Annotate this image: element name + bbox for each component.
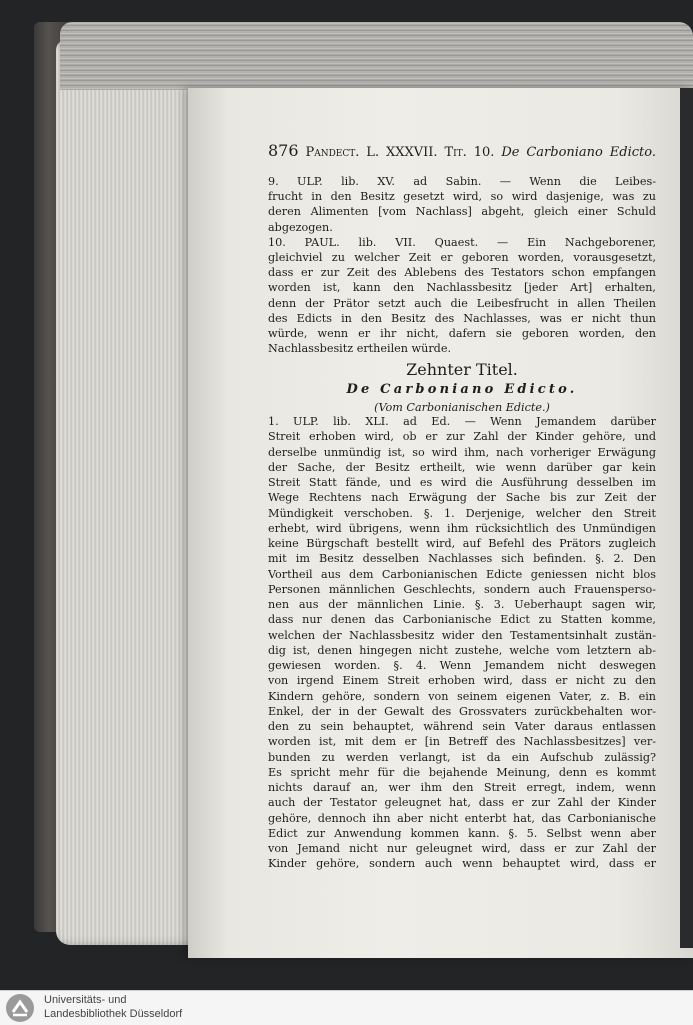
text-line: würde, wenn er ihr nicht, dafern sie geboren worden, den bbox=[268, 327, 656, 340]
library-name-line-2: Landesbibliothek Düsseldorf bbox=[44, 1008, 183, 1020]
ulb-logo-icon bbox=[6, 994, 34, 1022]
text-line: 10. PAUL. lib. VII. Quaest. — Ein Nachgeborener, bbox=[268, 235, 656, 249]
page-stack bbox=[56, 40, 206, 945]
text-line: worden ist, mit dem er [in Betreff des Nachlassbesitzes] ver- bbox=[268, 735, 656, 749]
text-line: denn der Prätor setzt auch die Leibesfrucht in allen Theilen bbox=[268, 296, 656, 310]
text-line: von Jemand nicht nur geleugnet wird, dass er zur Zahl der bbox=[268, 842, 656, 855]
running-header bbox=[268, 141, 656, 160]
section-heading: Zehnter Titel. bbox=[406, 360, 518, 379]
text-line: dass nur denen das Carbonianische Edict zu Statten komme, bbox=[268, 613, 656, 627]
text-line: erhebt, wird übrigens, wenn ihm rücksichtlich des Unmündigen bbox=[268, 521, 656, 535]
page-number: 876 bbox=[268, 141, 299, 160]
text-line: auch der Testator geleugnet hat, dass er zur Zahl der Kinder bbox=[268, 796, 656, 810]
text-line: Vortheil aus dem Carbonianischen Edicte geniessen nicht blos bbox=[268, 567, 656, 581]
text-line: Streit erhoben wird, ob er zur Zahl der Kinder gehöre, und bbox=[268, 430, 656, 444]
running-head: Pandect. L. XXXVII. Tit. 10. bbox=[305, 145, 495, 160]
text-line: nen aus der männlichen Linie. §. 3. Ueberhaupt sagen wir, bbox=[268, 598, 656, 611]
text-line: Enkel, der in der Gewalt des Grossvaters zurückbehalten wor- bbox=[268, 704, 656, 718]
text-line: Personen männlichen Geschlechts, sondern auch Frauensperso- bbox=[268, 582, 656, 596]
text-line: gehöre, dennoch ihn aber nicht enterbt hat, das Carbonianische bbox=[268, 811, 656, 825]
text-line: dass er zur Zeit des Ablebens des Testators schon empfangen bbox=[268, 266, 656, 280]
text-line: nichts darauf an, wer ihm den Streit erregt, indem, wenn bbox=[268, 781, 656, 794]
text-line: derselbe unmündig ist, so wird ihm, nach vorheriger Erwägung bbox=[268, 445, 656, 459]
text-line: des Edicts in den Besitz des Nachlasses, was er nicht thun bbox=[268, 311, 656, 325]
library-footer bbox=[0, 990, 693, 1025]
text-line: Kinder gehöre, sondern auch wenn behauptet wird, dass er bbox=[268, 857, 656, 871]
text-line: worden ist, kann den Nachlassbesitz [jeder Art] erhalten, bbox=[268, 281, 656, 295]
text-line: 9. ULP. lib. XV. ad Sabin. — Wenn die Leibes- bbox=[268, 175, 656, 188]
text-line: Mündigkeit verschoben. §. 1. Derjenige, welcher den Streit bbox=[268, 506, 656, 520]
text-line: Es spricht mehr für die bejahende Meinung, denn es kommt bbox=[268, 765, 656, 779]
text-line: Kindern gehöre, sondern von seinem eigenen Vater, z. B. ein bbox=[268, 689, 656, 703]
section-subtitle: (Vom Carbonianischen Edicte.) bbox=[374, 401, 550, 414]
book-top-edge bbox=[60, 22, 693, 90]
library-name-line-1: Universitäts- und bbox=[44, 994, 127, 1006]
running-title: De Carboniano Edicto. bbox=[501, 145, 656, 160]
text-line: Edict zur Anwendung kommen kann. §. 5. Selbst wenn aber bbox=[268, 826, 656, 840]
text-line: mit im Besitz desselben Nachlasses sich befinden. §. 2. Den bbox=[268, 552, 656, 566]
text-line: der Sache, der Besitz ertheilt, wie wenn darüber gar kein bbox=[268, 460, 656, 474]
text-line: gewiesen worden. §. 4. Wenn Jemandem nicht deswegen bbox=[268, 659, 656, 672]
text-line: von irgend Einem Streit erhoben wird, dass er nicht zu den bbox=[268, 674, 656, 688]
text-line: abgezogen. bbox=[268, 220, 333, 234]
text-line: bunden zu werden verlangt, ist da ein Aufschub zulässig? bbox=[268, 750, 656, 764]
text-line: Streit Statt fände, und es wird die Ausführung desselben im bbox=[268, 476, 656, 489]
text-line: den zu sein behauptet, während sein Vater daraus entlassen bbox=[268, 720, 656, 733]
section-title: De Carboniano Edicto. bbox=[346, 382, 578, 397]
text-line: welchen der Nachlassbesitz wider den Testamentsinhalt zustän- bbox=[268, 628, 656, 642]
text-line: dig ist, denen hingegen nicht zustehe, welche vom letztern ab- bbox=[268, 643, 656, 657]
text-line: gleichviel zu welcher Zeit er geboren worden, vorausgesetzt, bbox=[268, 251, 656, 264]
text-line: Wege Rechtens nach Erwägung der Sache bis zur Zeit der bbox=[268, 491, 656, 505]
text-line: Nachlassbesitz ertheilen würde. bbox=[268, 342, 452, 356]
text-line: keine Bürgschaft bestellt wird, auf Befehl des Prätors zugleich bbox=[268, 537, 656, 550]
text-line: 1. ULP. lib. XLI. ad Ed. — Wenn Jemandem darüber bbox=[268, 415, 656, 428]
page-shadow bbox=[680, 88, 693, 948]
text-line: deren Alimenten [vom Nachlass] abgeht, gleich einer Schuld bbox=[268, 205, 656, 219]
text-line: frucht in den Besitz gesetzt wird, so wird dasjenige, was zu bbox=[268, 190, 656, 204]
